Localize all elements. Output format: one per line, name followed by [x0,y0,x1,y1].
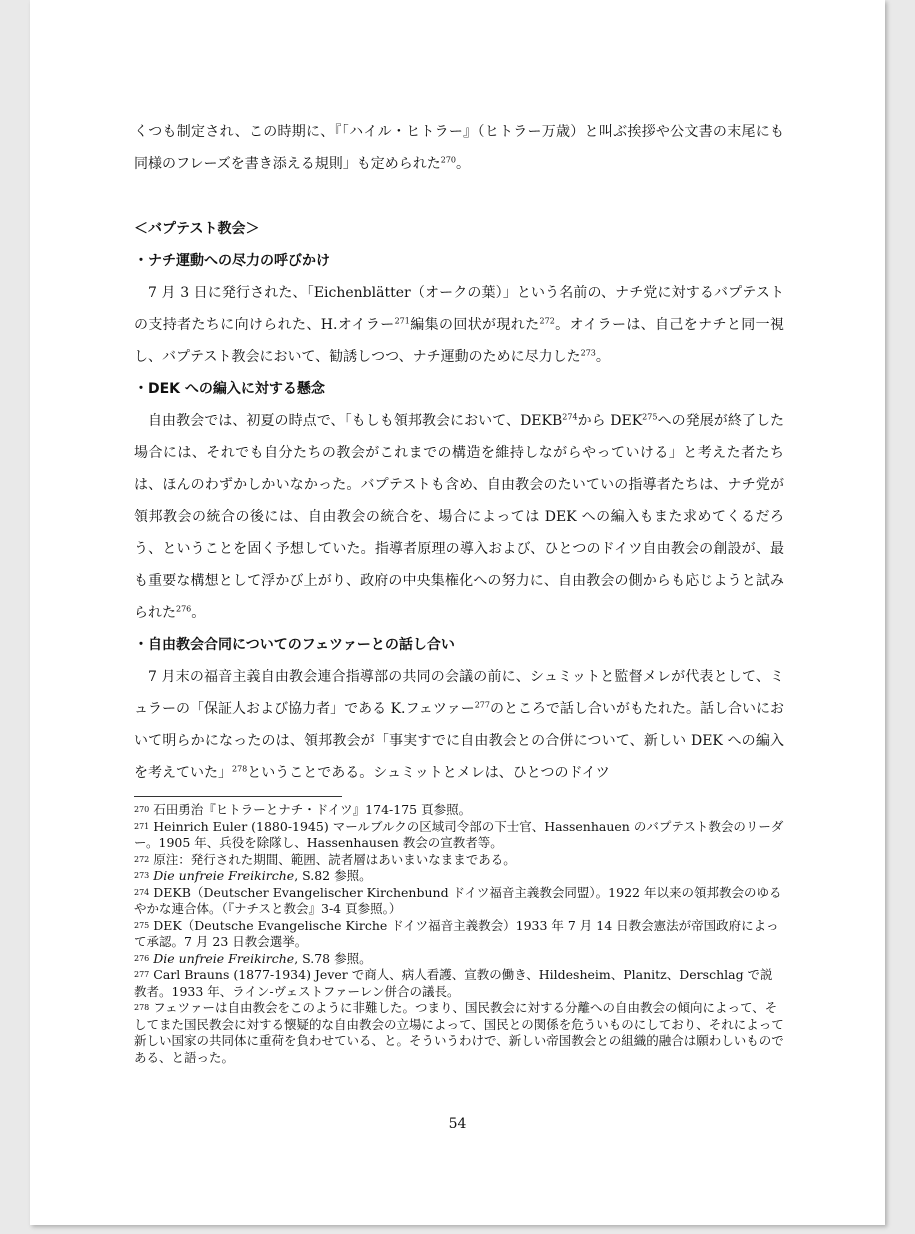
paragraph-text: 。 [595,349,610,365]
footnotes [134,802,784,1066]
paragraph-text: 。オイラーは、自己をナチと同一視し、バプテスト教会において、勧誘しつつ、ナチ運動のために尽力した [134,317,784,365]
paragraph-text: 。 [191,605,206,621]
footnote-number: 275 [134,920,150,930]
subheading-fezer-talks: ・自由教会合同についてのフェツァーとの話し合い [134,637,455,653]
paragraph-eichenblaetter [134,277,784,373]
footnote-text: フェツァーは自由教会をこのように非難した。つまり、国民教会に対する分離への自由教会の傾向によって、そしてまた国民教会に対する懐疑的な自由教会の立場によって、国民との関係を危ういものにしており、それによって新しい国家の共同体に重荷を負わせている、と。そういうわけで、新しい帝国教会との組織的融合は願わしいものである、と語った。 [134,1000,784,1065]
footnote-ref[interactable]: 272 [539,316,555,326]
paragraph-text: 自由教会では、初夏の時点で、「もしも領邦教会において、DEKB [148,413,563,429]
footnote-ref[interactable]: 270 [440,155,457,165]
footnote-divider [134,796,342,797]
footnote [134,868,784,885]
paragraph-text: くつも制定され、この時期に、『「ハイル・ヒトラー』（ヒトラー万歳）と叫ぶ挨拶や公文書の末尾にも同様のフレーズを書き添える規則」も定められた [134,124,784,172]
footnote-ref[interactable]: 271 [394,316,410,326]
footnote-text: DEKB（Deutscher Evangelischer Kirchenbund ドイツ福音主義教会同盟）。1922 年以来の領邦教会のゆるやかな連合体。（『ナチスと教会』3-4 頁参照。） [134,884,782,916]
page-number: 54 [448,1116,467,1132]
footnote-number: 276 [134,953,150,963]
footnote [134,967,784,1000]
footnote [134,918,784,951]
footnote [134,819,784,852]
main-text [134,116,784,789]
footnote-text: 石田勇治『ヒトラーとナチ・ドイツ』174-175 頁参照。 [153,802,472,817]
footnote-number: 271 [134,821,150,831]
paragraph-fezer [134,661,784,789]
paragraph-continued [134,116,784,180]
footnote [134,885,784,918]
footnote-ref[interactable]: 277 [474,700,490,710]
footnote [134,951,784,968]
subheading-nazi-movement: ・ナチ運動への尽力の呼びかけ [134,253,330,269]
footnote-text: , S.78 参照。 [294,950,372,966]
footnote-text: Carl Brauns (1877-1934) Jever で商人、病人看護、宣教の働き、Hildesheim、Planitz、Derschlag で説教者。1933 年、ライン-ヴェストファーレン併合の議長。 [134,967,773,999]
footnote-book-title: Die unfreie Freikirche [153,868,295,883]
footnote-text: DEK（Deutsche Evangelische Kirche ドイツ福音主義教会）1933 年 7 月 14 日教会憲法が帝国政府によって承認。7 月 23 日教会選挙。 [134,917,779,949]
paragraph-text: 。 [456,156,471,172]
paragraph-text: ということである。シュミットとメレは、ひとつのドイツ [247,765,610,781]
paragraph-text: への発展が終了した場合には、それでも自分たちの教会がこれまでの構造を維持しながらやっていける」と考えた者たちは、ほんのわずかしかいなかった。バプテストも含め、自由教会のたいていの指導者たちは、ナチ党が領邦教会の統合の後には、自由教会の統合を、場合によっては DEK への編入もまた求めてくるだろう、ということを固く予想していた。指導者原理の導入および、ひとつのドイツ自由教会の創設が、最も重要な構想として浮かび上がり、政府の中央集権化への努力に、自由教会の側からも応じようと試みられた [134,413,785,621]
footnote-book-title: Die unfreie Freikirche [153,950,295,966]
footnote-number: 270 [134,805,150,814]
footnote-text: , S.82 参照。 [294,868,372,883]
footnote [134,852,784,869]
footnote-text: 原注：発行された期間、範囲、読者層はあいまいなままである。 [153,851,516,867]
footnote-number: 277 [134,970,150,979]
paragraph-text: のところで話し合いがもたれた。話し合いにおいて明らかになったのは、領邦教会が「事実すでに自由教会との合併について、新しい DEK への編入を考えていた」 [134,701,784,781]
paragraph-text: 7 月 3 日に発行された、「Eichenblätter（オークの葉）」という名前の、ナチ党に対するバプテストの支持者たちに向けられた、H.オイラー [134,285,784,333]
paragraph-text: 編集の回状が現れた [409,317,540,333]
footnote-ref[interactable]: 276 [176,604,192,614]
footnote-ref[interactable]: 278 [232,764,248,774]
footnote-number: 273 [134,871,150,880]
footnote-ref[interactable]: 275 [642,412,658,422]
paragraph-text: から DEK [577,413,643,429]
footnote-number: 274 [134,887,150,897]
footnote [134,802,784,819]
footnote-ref[interactable]: 273 [580,348,596,358]
section-title: ＜バプテスト教会＞ [134,221,260,237]
paragraph-text: 7 月末の福音主義自由教会連合指導部の共同の会議の前に、シュミットと監督メレが代表として、ミュラーの「保証人および協力者」である K.フェツァー [134,669,784,717]
footnote-ref[interactable]: 274 [562,412,578,422]
paragraph-free-church [134,405,784,629]
footnote-text: Heinrich Euler (1880-1945) マールブルクの区域司令部の下士官、Hassenhauen のバプテスト教会のリーダー。1905 年、兵役を除隊し、Hassenhausen 教会の宣教者等。 [134,818,784,850]
document-page [30,0,885,1225]
footnote-number: 272 [134,854,150,864]
footnote-number: 278 [134,1003,150,1012]
footnote [134,1000,784,1066]
subheading-dek-concern: ・DEK への編入に対する懸念 [134,381,325,397]
